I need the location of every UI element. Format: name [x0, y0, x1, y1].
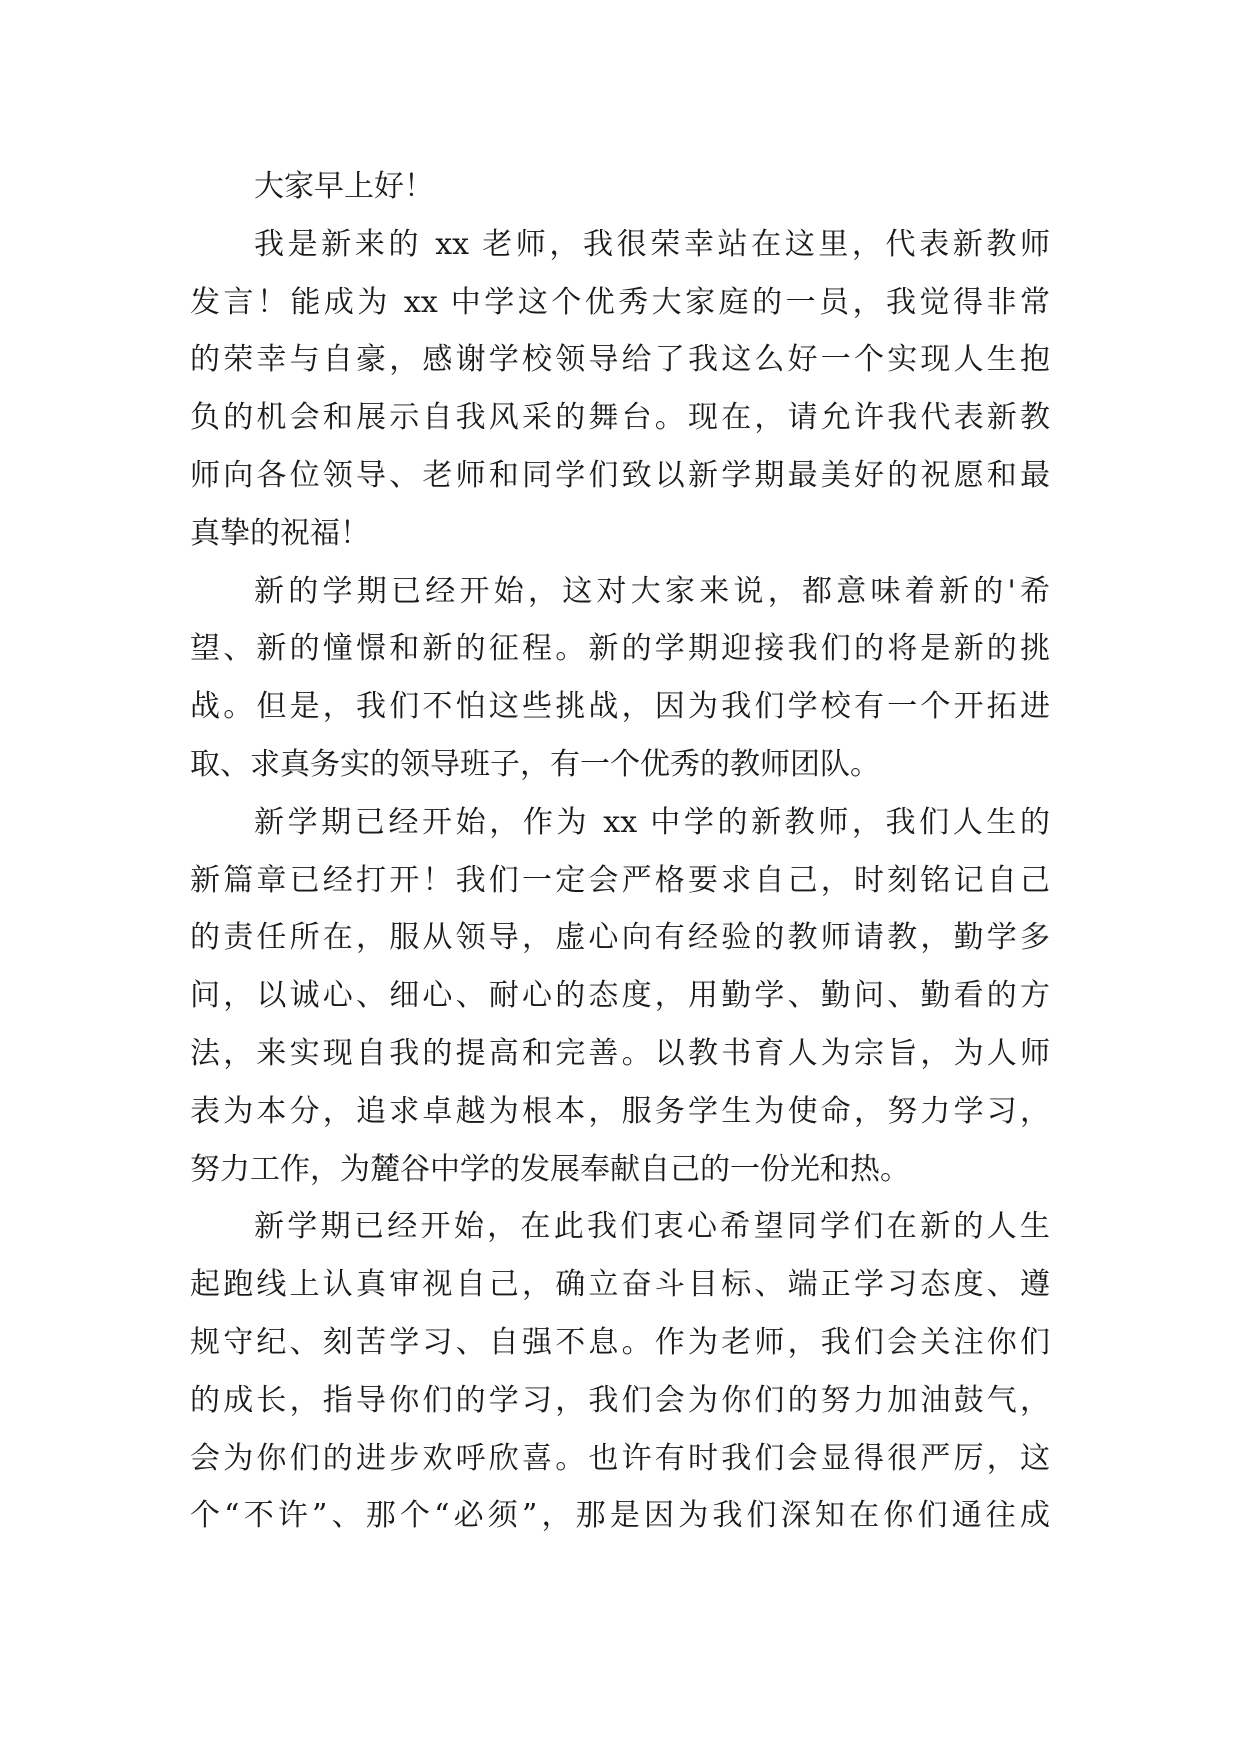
text-line: 大家早上好！ — [254, 169, 434, 204]
text-line: 法，来实现自我的提高和完善。以教书育人为宗旨，为人师 — [190, 1035, 1050, 1071]
text-line: 个“不许”、那个“必须”，那是因为我们深知在你们通往成 — [190, 1498, 1050, 1534]
text-line: 望、新的憧憬和新的征程。新的学期迎接我们的将是新的挑 — [190, 631, 1050, 667]
text-line: 战。但是，我们不怕这些挑战，因为我们学校有一个开拓进 — [190, 689, 1050, 725]
text-line: 表为本分，追求卓越为根本，服务学生为使命，努力学习， — [190, 1093, 1050, 1129]
text-line: 新的学期已经开始，这对大家来说，都意味着新的'希 — [254, 573, 1050, 609]
speech-text — [190, 158, 1050, 1545]
text-line: 努力工作，为麓谷中学的发展奉献自己的一份光和热。 — [190, 1151, 910, 1187]
text-line: 的荣幸与自豪，感谢学校领导给了我这么好一个实现人生抱 — [190, 342, 1050, 378]
text-line: 负的机会和展示自我风采的舞台。现在，请允许我代表新教 — [190, 400, 1050, 436]
text-line: 真挚的祝福！ — [190, 515, 370, 551]
text-line: 新篇章已经打开！我们一定会严格要求自己，时刻铭记自己 — [190, 862, 1050, 898]
text-line: 发言！能成为 xx 中学这个优秀大家庭的一员，我觉得非常 — [190, 284, 1050, 320]
text-line: 新学期已经开始，作为 xx 中学的新教师，我们人生的 — [254, 804, 1050, 840]
text-line: 起跑线上认真审视自己，确立奋斗目标、端正学习态度、遵 — [190, 1267, 1050, 1303]
text-line: 规守纪、刻苦学习、自强不息。作为老师，我们会关注你们 — [190, 1324, 1050, 1360]
text-line: 师向各位领导、老师和同学们致以新学期最美好的祝愿和最 — [190, 457, 1050, 493]
text-line: 会为你们的进步欢呼欣喜。也许有时我们会显得很严厉，这 — [190, 1440, 1050, 1476]
text-line: 问，以诚心、细心、耐心的态度，用勤学、勤问、勤看的方 — [190, 978, 1050, 1014]
text-line: 我是新来的 xx 老师，我很荣幸站在这里，代表新教师 — [254, 226, 1050, 262]
text-line: 的责任所在，服从领导，虚心向有经验的教师请教，勤学多 — [190, 920, 1050, 956]
text-line: 的成长，指导你们的学习，我们会为你们的努力加油鼓气， — [190, 1382, 1050, 1418]
text-line: 新学期已经开始，在此我们衷心希望同学们在新的人生 — [254, 1209, 1050, 1245]
text-line: 取、求真务实的领导班子，有一个优秀的教师团队。 — [190, 746, 880, 782]
